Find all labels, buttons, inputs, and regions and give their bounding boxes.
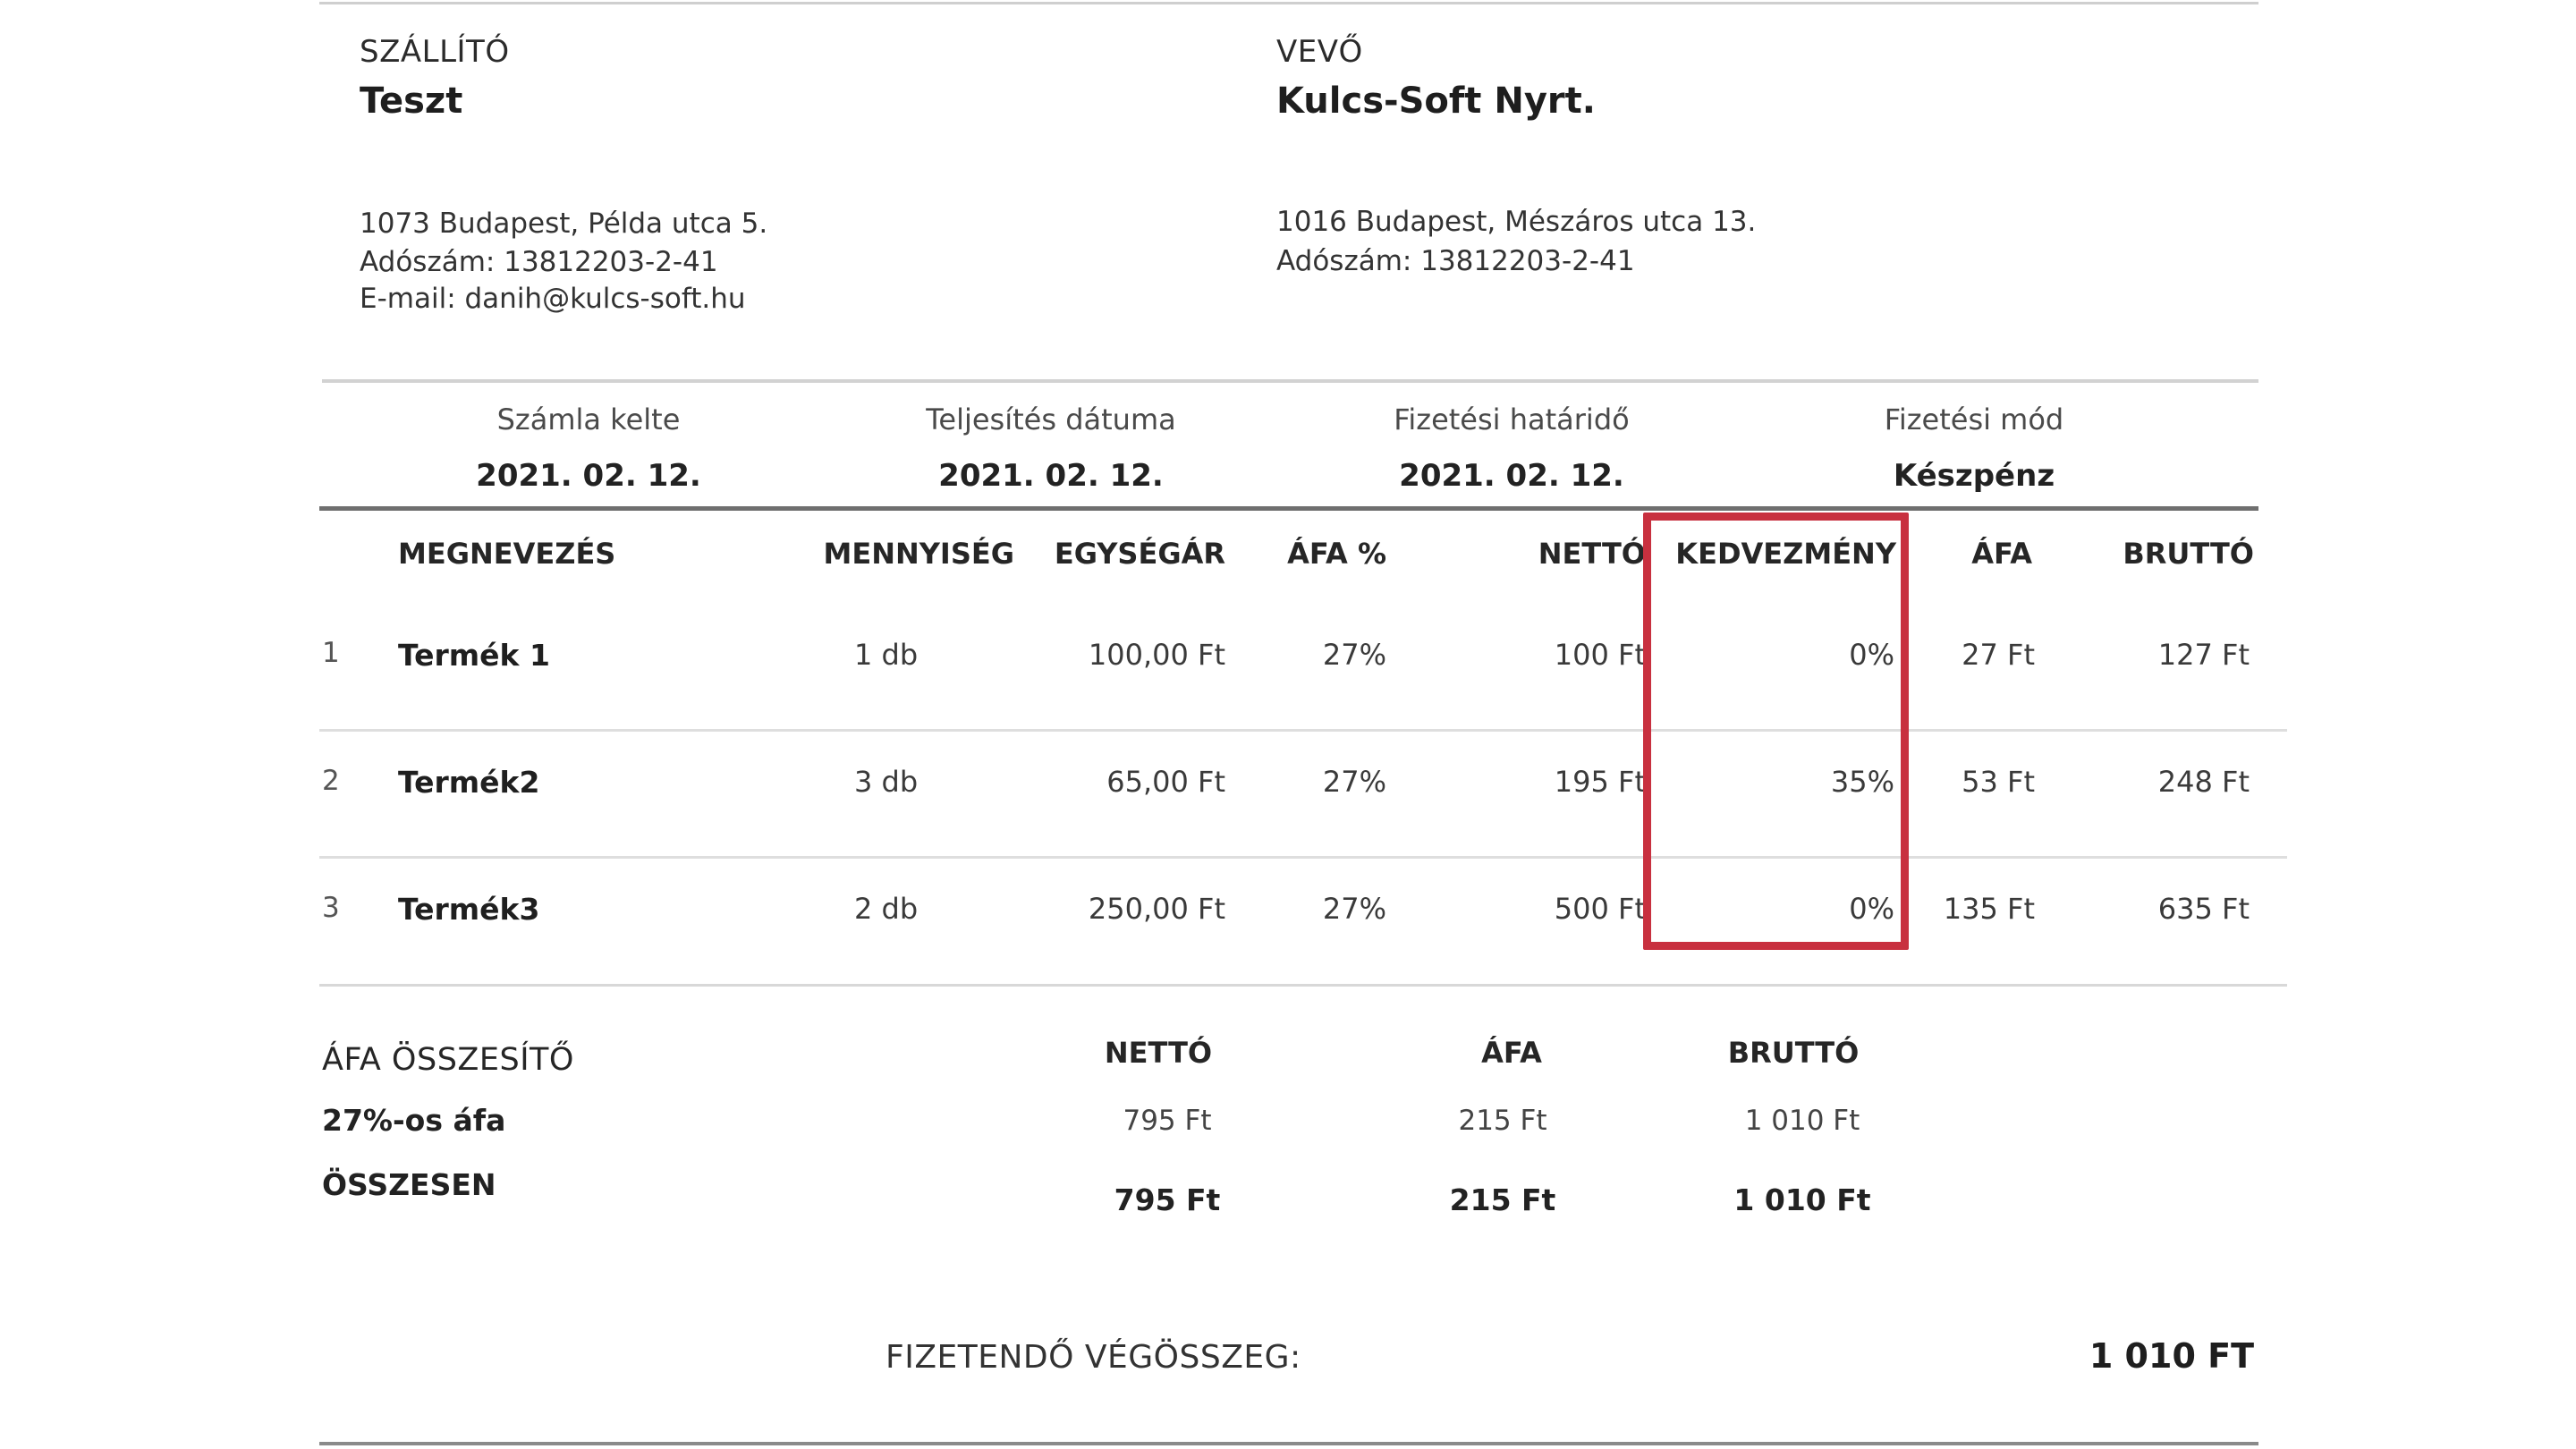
invoice-date-label: Számla kelte bbox=[496, 402, 681, 436]
payment-method-label: Fizetési mód bbox=[1884, 402, 2064, 436]
supplier-name: Teszt bbox=[360, 80, 463, 122]
table-header-rule bbox=[319, 506, 2258, 511]
row-vat-pct: 27% bbox=[1322, 638, 1386, 672]
supplier-address: 1073 Budapest, Példa utca 5. bbox=[360, 208, 768, 240]
supplier-label: SZÁLLÍTÓ bbox=[360, 34, 510, 70]
col-header-gross: BRUTTÓ bbox=[2123, 537, 2254, 571]
row-net: 195 Ft bbox=[1554, 765, 1646, 799]
grand-total-value: 1 010 FT bbox=[2089, 1336, 2254, 1376]
due-date-label: Fizetési határidő bbox=[1394, 402, 1630, 436]
row-unit-price: 250,00 Ft bbox=[1088, 892, 1225, 926]
grand-total-label: FIZETENDŐ VÉGÖSSZEG: bbox=[886, 1339, 1301, 1376]
buyer-address: 1016 Budapest, Mészáros utca 13. bbox=[1276, 206, 1757, 238]
supplier-tax-id: Adószám: 13812203-2-41 bbox=[360, 246, 718, 278]
buyer-label: VEVŐ bbox=[1276, 34, 1363, 70]
vat-rate-net: 795 Ft bbox=[1123, 1105, 1212, 1137]
vat-summary-header-gross: BRUTTÓ bbox=[1727, 1036, 1860, 1070]
payment-method-value: Készpénz bbox=[1893, 458, 2055, 494]
col-header-unit-price: EGYSÉGÁR bbox=[1054, 537, 1225, 571]
row-qty: 3 db bbox=[854, 765, 919, 799]
col-header-discount: KEDVEZMÉNY bbox=[1675, 537, 1896, 571]
row-gross: 248 Ft bbox=[2157, 765, 2250, 799]
row-index: 2 bbox=[322, 765, 340, 797]
fulfillment-date-label: Teljesítés dátuma bbox=[926, 402, 1176, 436]
row-vat: 27 Ft bbox=[1962, 638, 2035, 672]
row-product-name: Termék 1 bbox=[398, 638, 550, 673]
due-date-value: 2021. 02. 12. bbox=[1399, 458, 1624, 494]
row-net: 500 Ft bbox=[1554, 892, 1646, 926]
row-index: 1 bbox=[322, 637, 340, 669]
row-product-name: Termék3 bbox=[398, 892, 540, 927]
vat-rate-label: 27%-os áfa bbox=[322, 1103, 506, 1138]
row-discount: 0% bbox=[1849, 892, 1894, 926]
vat-rate-vat: 215 Ft bbox=[1458, 1105, 1547, 1137]
vat-total-vat: 215 Ft bbox=[1449, 1182, 1556, 1217]
row-unit-price: 100,00 Ft bbox=[1088, 638, 1225, 672]
row-vat: 53 Ft bbox=[1962, 765, 2035, 799]
row-gross: 635 Ft bbox=[2157, 892, 2250, 926]
row-vat: 135 Ft bbox=[1943, 892, 2035, 926]
row-discount: 35% bbox=[1830, 765, 1894, 799]
fulfillment-date-value: 2021. 02. 12. bbox=[938, 458, 1164, 494]
vat-summary-title: ÁFA ÖSSZESÍTŐ bbox=[322, 1042, 574, 1078]
vat-total-net: 795 Ft bbox=[1114, 1182, 1221, 1217]
meta-top-rule bbox=[322, 379, 2258, 383]
table-bottom-rule bbox=[319, 984, 2287, 987]
row-vat-pct: 27% bbox=[1322, 765, 1386, 799]
row-qty: 2 db bbox=[854, 892, 919, 926]
vat-summary-header-net: NETTÓ bbox=[1104, 1036, 1213, 1070]
row-product-name: Termék2 bbox=[398, 765, 540, 800]
bottom-rule bbox=[319, 1442, 2258, 1445]
buyer-name: Kulcs-Soft Nyrt. bbox=[1276, 80, 1596, 122]
col-header-qty: MENNYISÉG bbox=[823, 537, 1014, 571]
vat-total-label: ÖSSZESEN bbox=[322, 1167, 496, 1202]
vat-total-gross: 1 010 Ft bbox=[1733, 1182, 1871, 1217]
row-gross: 127 Ft bbox=[2157, 638, 2250, 672]
discount-column-highlight bbox=[1643, 513, 1909, 950]
buyer-tax-id: Adószám: 13812203-2-41 bbox=[1276, 245, 1635, 277]
col-header-vat-pct: ÁFA % bbox=[1287, 537, 1386, 571]
row-index: 3 bbox=[322, 892, 340, 924]
vat-rate-gross: 1 010 Ft bbox=[1744, 1105, 1860, 1137]
row-divider bbox=[319, 729, 2287, 732]
supplier-email: E-mail: danih@kulcs-soft.hu bbox=[360, 283, 746, 315]
top-rule bbox=[319, 2, 2258, 4]
col-header-net: NETTÓ bbox=[1538, 537, 1646, 571]
row-unit-price: 65,00 Ft bbox=[1106, 765, 1225, 799]
col-header-name: MEGNEVEZÉS bbox=[398, 537, 616, 571]
row-qty: 1 db bbox=[854, 638, 919, 672]
vat-summary-header-vat: ÁFA bbox=[1481, 1036, 1542, 1070]
invoice-date-value: 2021. 02. 12. bbox=[476, 458, 701, 494]
row-vat-pct: 27% bbox=[1322, 892, 1386, 926]
row-net: 100 Ft bbox=[1554, 638, 1646, 672]
row-divider bbox=[319, 856, 2287, 859]
col-header-vat: ÁFA bbox=[1971, 537, 2032, 571]
row-discount: 0% bbox=[1849, 638, 1894, 672]
